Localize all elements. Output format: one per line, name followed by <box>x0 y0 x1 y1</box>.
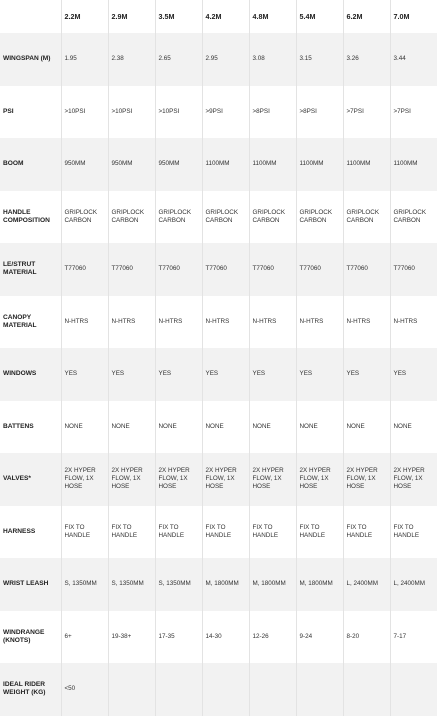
row-label: WINGSPAN (M) <box>0 33 61 86</box>
spec-cell: 6+ <box>61 611 108 664</box>
spec-cell: NONE <box>390 401 437 454</box>
row-label: BATTENS <box>0 401 61 454</box>
spec-cell: M, 1800MM <box>202 558 249 611</box>
row-label: HARNESS <box>0 506 61 559</box>
spec-cell: T77060 <box>343 243 390 296</box>
row-label: BOOM <box>0 138 61 191</box>
spec-cell: 9-24 <box>296 611 343 664</box>
spec-cell: 8-20 <box>343 611 390 664</box>
spec-cell: GRIPLOCK CARBON <box>155 191 202 244</box>
spec-cell: >7PSI <box>343 86 390 139</box>
spec-cell: N-HTRS <box>296 296 343 349</box>
spec-body <box>0 33 437 716</box>
row-label: WRIST LEASH <box>0 558 61 611</box>
spec-cell: T77060 <box>155 243 202 296</box>
spec-row <box>0 296 437 349</box>
spec-cell: NONE <box>296 401 343 454</box>
row-label: WINDRANGE (KNOTS) <box>0 611 61 664</box>
row-label: WINDOWS <box>0 348 61 401</box>
spec-cell: M, 1800MM <box>296 558 343 611</box>
spec-cell: >7PSI <box>390 86 437 139</box>
spec-cell: <50 <box>61 663 108 716</box>
spec-cell: 17-35 <box>155 611 202 664</box>
spec-row <box>0 348 437 401</box>
spec-row <box>0 243 437 296</box>
spec-cell: YES <box>249 348 296 401</box>
spec-cell: M, 1800MM <box>249 558 296 611</box>
spec-cell: YES <box>343 348 390 401</box>
spec-cell: GRIPLOCK CARBON <box>249 191 296 244</box>
spec-cell: YES <box>155 348 202 401</box>
spec-cell <box>343 663 390 716</box>
spec-cell: 2X HYPER FLOW, 1X HOSE <box>202 453 249 506</box>
spec-row <box>0 453 437 506</box>
spec-cell: >10PSI <box>108 86 155 139</box>
spec-cell: 950MM <box>155 138 202 191</box>
row-label: CANOPY MATERIAL <box>0 296 61 349</box>
size-header: 2.2M <box>61 0 108 33</box>
spec-row <box>0 138 437 191</box>
spec-cell: 2.95 <box>202 33 249 86</box>
spec-cell: 1.95 <box>61 33 108 86</box>
spec-cell: T77060 <box>202 243 249 296</box>
spec-row <box>0 663 437 716</box>
size-header: 3.5M <box>155 0 202 33</box>
spec-cell: 2X HYPER FLOW, 1X HOSE <box>343 453 390 506</box>
size-header: 4.8M <box>249 0 296 33</box>
spec-cell: S, 1350MM <box>108 558 155 611</box>
spec-cell: >8PSI <box>296 86 343 139</box>
spec-cell <box>155 663 202 716</box>
header-row <box>0 0 437 33</box>
spec-cell: 1100MM <box>343 138 390 191</box>
spec-cell: 3.08 <box>249 33 296 86</box>
spec-cell: T77060 <box>108 243 155 296</box>
row-label: LE/STRUT MATERIAL <box>0 243 61 296</box>
spec-cell <box>390 663 437 716</box>
size-header: 6.2M <box>343 0 390 33</box>
spec-cell: FIX TO HANDLE <box>61 506 108 559</box>
size-header: 4.2M <box>202 0 249 33</box>
row-label: HANDLE COMPOSITION <box>0 191 61 244</box>
spec-cell: FIX TO HANDLE <box>249 506 296 559</box>
spec-cell: 1100MM <box>249 138 296 191</box>
spec-cell: N-HTRS <box>108 296 155 349</box>
spec-cell: N-HTRS <box>202 296 249 349</box>
spec-cell: 2X HYPER FLOW, 1X HOSE <box>155 453 202 506</box>
spec-cell: GRIPLOCK CARBON <box>390 191 437 244</box>
spec-cell: 3.26 <box>343 33 390 86</box>
spec-cell: T77060 <box>390 243 437 296</box>
spec-cell: 1100MM <box>390 138 437 191</box>
spec-cell: 2.65 <box>155 33 202 86</box>
spec-cell: YES <box>202 348 249 401</box>
spec-cell: >10PSI <box>61 86 108 139</box>
spec-row <box>0 401 437 454</box>
spec-cell: 2X HYPER FLOW, 1X HOSE <box>249 453 296 506</box>
spec-cell: YES <box>390 348 437 401</box>
spec-cell: 1100MM <box>202 138 249 191</box>
spec-cell: N-HTRS <box>343 296 390 349</box>
spec-cell: 2X HYPER FLOW, 1X HOSE <box>108 453 155 506</box>
spec-cell: 3.44 <box>390 33 437 86</box>
spec-row <box>0 611 437 664</box>
spec-cell: >9PSI <box>202 86 249 139</box>
spec-cell: NONE <box>155 401 202 454</box>
spec-cell: NONE <box>108 401 155 454</box>
spec-cell: L, 2400MM <box>343 558 390 611</box>
spec-cell: NONE <box>343 401 390 454</box>
spec-cell: 2X HYPER FLOW, 1X HOSE <box>390 453 437 506</box>
size-header: 2.9M <box>108 0 155 33</box>
spec-row <box>0 33 437 86</box>
spec-cell: GRIPLOCK CARBON <box>296 191 343 244</box>
spec-row <box>0 86 437 139</box>
spec-cell: N-HTRS <box>155 296 202 349</box>
spec-cell: 7-17 <box>390 611 437 664</box>
spec-cell: 950MM <box>61 138 108 191</box>
spec-cell: N-HTRS <box>390 296 437 349</box>
spec-cell: L, 2400MM <box>390 558 437 611</box>
header-corner <box>0 0 61 33</box>
spec-cell: >8PSI <box>249 86 296 139</box>
size-header: 7.0M <box>390 0 437 33</box>
spec-cell <box>296 663 343 716</box>
spec-cell: 19-38+ <box>108 611 155 664</box>
spec-cell: 12-26 <box>249 611 296 664</box>
spec-cell: NONE <box>202 401 249 454</box>
row-label: IDEAL RIDER WEIGHT (KG) <box>0 663 61 716</box>
spec-cell: GRIPLOCK CARBON <box>202 191 249 244</box>
spec-cell: FIX TO HANDLE <box>296 506 343 559</box>
spec-row <box>0 506 437 559</box>
size-header: 5.4M <box>296 0 343 33</box>
spec-cell: 1100MM <box>296 138 343 191</box>
spec-cell <box>202 663 249 716</box>
spec-cell: 2.38 <box>108 33 155 86</box>
spec-cell: S, 1350MM <box>155 558 202 611</box>
spec-cell: YES <box>296 348 343 401</box>
spec-cell: FIX TO HANDLE <box>343 506 390 559</box>
spec-cell: GRIPLOCK CARBON <box>61 191 108 244</box>
spec-cell: T77060 <box>61 243 108 296</box>
spec-row <box>0 558 437 611</box>
row-label: PSI <box>0 86 61 139</box>
spec-cell: NONE <box>249 401 296 454</box>
spec-cell: FIX TO HANDLE <box>108 506 155 559</box>
spec-cell: FIX TO HANDLE <box>390 506 437 559</box>
spec-cell: YES <box>61 348 108 401</box>
row-label: VALVES* <box>0 453 61 506</box>
spec-cell: N-HTRS <box>249 296 296 349</box>
spec-cell: S, 1350MM <box>61 558 108 611</box>
spec-cell: N-HTRS <box>61 296 108 349</box>
spec-cell: 2X HYPER FLOW, 1X HOSE <box>61 453 108 506</box>
spec-cell: T77060 <box>296 243 343 296</box>
spec-cell: >10PSI <box>155 86 202 139</box>
spec-cell: FIX TO HANDLE <box>155 506 202 559</box>
spec-cell: 3.15 <box>296 33 343 86</box>
spec-cell: FIX TO HANDLE <box>202 506 249 559</box>
spec-row <box>0 191 437 244</box>
spec-cell: GRIPLOCK CARBON <box>343 191 390 244</box>
spec-cell: T77060 <box>249 243 296 296</box>
spec-cell: YES <box>108 348 155 401</box>
spec-cell: NONE <box>61 401 108 454</box>
spec-cell <box>108 663 155 716</box>
spec-cell <box>249 663 296 716</box>
spec-cell: GRIPLOCK CARBON <box>108 191 155 244</box>
spec-cell: 950MM <box>108 138 155 191</box>
spec-cell: 14-30 <box>202 611 249 664</box>
spec-cell: 2X HYPER FLOW, 1X HOSE <box>296 453 343 506</box>
